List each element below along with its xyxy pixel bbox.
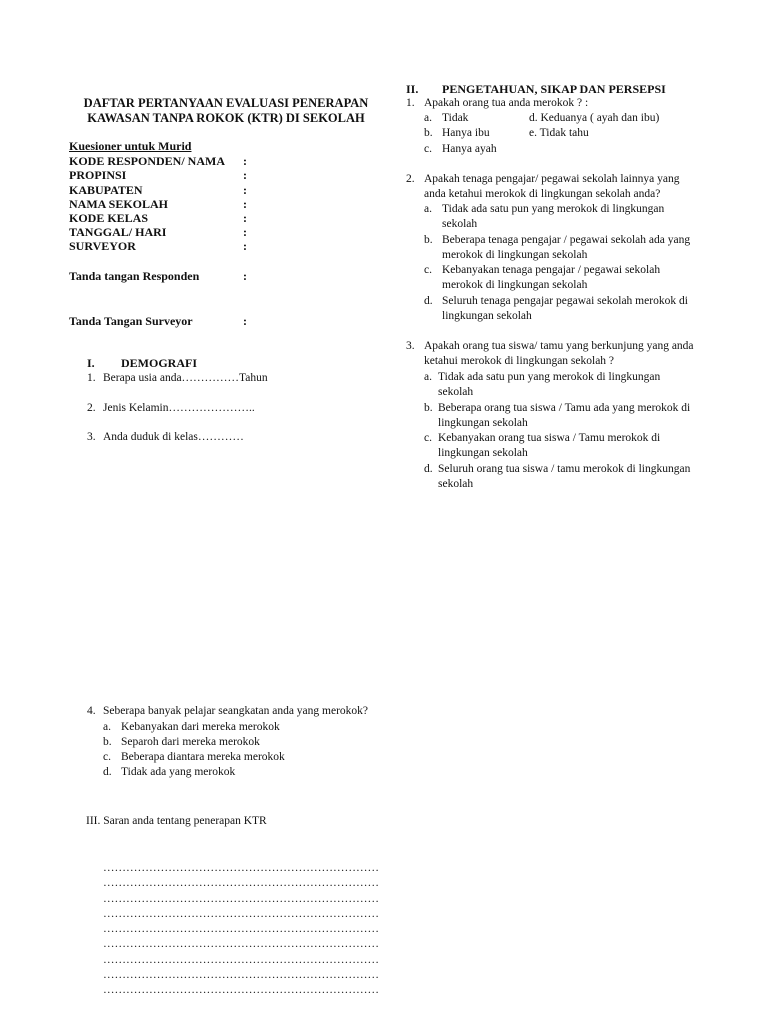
option-text: lingkungan sekolah bbox=[438, 447, 528, 459]
question-text: Berapa usia anda……………Tahun bbox=[103, 372, 268, 384]
dotted-line: ……………………………………………………………… bbox=[103, 893, 379, 905]
option-letter: b. bbox=[103, 736, 112, 748]
option-text: Tidak ada satu pun yang merokok di lingkungan bbox=[438, 371, 661, 383]
field-colon: : bbox=[243, 197, 247, 211]
dotted-line: ……………………………………………………………… bbox=[103, 908, 379, 920]
dotted-line: ……………………………………………………………… bbox=[103, 969, 379, 981]
option-letter: c. bbox=[424, 143, 432, 155]
field-colon: : bbox=[243, 239, 247, 253]
question-text: Apakah orang tua anda merokok ? : bbox=[424, 97, 589, 109]
option-letter: a. bbox=[424, 203, 432, 215]
option-text: Beberapa orang tua siswa / Tamu ada yang merokok di bbox=[438, 402, 691, 414]
option-text: lingkungan sekolah bbox=[442, 310, 532, 322]
question-text: Seberapa banyak pelajar seangkatan anda yang merokok? bbox=[103, 705, 369, 717]
option-text: Tidak bbox=[442, 112, 469, 124]
option-letter: c. bbox=[424, 264, 432, 276]
option-text: Seluruh orang tua siswa / tamu merokok di lingkungan bbox=[438, 463, 691, 475]
question-text: Apakah orang tua siswa/ tamu yang berkunjung yang anda bbox=[424, 340, 694, 352]
option-letter: d. bbox=[424, 463, 433, 475]
dotted-line: ……………………………………………………………… bbox=[103, 862, 379, 874]
field-colon: : bbox=[243, 183, 247, 197]
option-letter: b. bbox=[424, 402, 433, 414]
question-text: anda ketahui merokok di lingkungan sekolah anda? bbox=[424, 188, 661, 200]
option-text: merokok di lingkungan sekolah bbox=[442, 279, 588, 291]
form-subtitle: Kuesioner untuk Murid bbox=[69, 139, 192, 153]
option-text: lingkungan sekolah bbox=[438, 417, 528, 429]
dotted-line: ……………………………………………………………… bbox=[103, 984, 379, 996]
question-number: 2. bbox=[406, 173, 415, 185]
question-text: Apakah tenaga pengajar/ pegawai sekolah lainnya yang bbox=[424, 173, 680, 185]
question-number: 2. bbox=[87, 402, 96, 414]
question-number: 1. bbox=[406, 97, 415, 109]
form-title-line-2: KAWASAN TANPA ROKOK (KTR) DI SEKOLAH bbox=[87, 111, 365, 125]
option-letter: c. bbox=[424, 432, 432, 444]
section-3-title: III. Saran anda tentang penerapan KTR bbox=[86, 815, 267, 827]
option-letter: b. bbox=[424, 127, 433, 139]
section-1-number: I. bbox=[87, 356, 95, 370]
dotted-line: ……………………………………………………………… bbox=[103, 923, 379, 935]
option-text: Kebanyakan orang tua siswa / Tamu merokok di bbox=[438, 432, 661, 444]
field-label: KABUPATEN bbox=[69, 183, 143, 197]
signature-surveyor-label: Tanda Tangan Surveyor bbox=[69, 314, 193, 328]
option-text: Kebanyakan tenaga pengajar / pegawai sekolah bbox=[442, 264, 661, 276]
option-text: Tidak ada yang merokok bbox=[121, 766, 236, 778]
option-text: Seluruh tenaga pengajar pegawai sekolah merokok di bbox=[442, 295, 688, 307]
option-letter: d. bbox=[424, 295, 433, 307]
option-text: Beberapa tenaga pengajar / pegawai sekolah ada yang bbox=[442, 234, 691, 246]
field-colon: : bbox=[243, 154, 247, 168]
option-text: Kebanyakan dari mereka merokok bbox=[121, 721, 280, 733]
field-label: NAMA SEKOLAH bbox=[69, 197, 169, 211]
form-title-line-1: DAFTAR PERTANYAAN EVALUASI PENERAPAN bbox=[83, 96, 369, 110]
signature-respondent-label: Tanda tangan Responden bbox=[69, 269, 200, 283]
field-label: KODE KELAS bbox=[69, 211, 149, 225]
question-text: ketahui merokok di lingkungan sekolah ? bbox=[424, 355, 615, 367]
option-text: Hanya ayah bbox=[442, 143, 497, 155]
field-colon: : bbox=[243, 225, 247, 239]
question-text: Jenis Kelamin………………….. bbox=[103, 402, 255, 414]
option-text: sekolah bbox=[442, 218, 478, 230]
option-letter: c. bbox=[103, 751, 111, 763]
field-label: KODE RESPONDEN/ NAMA bbox=[69, 154, 226, 168]
option-text: Hanya ibu bbox=[442, 127, 490, 139]
field-colon: : bbox=[243, 211, 247, 225]
question-number: 1. bbox=[87, 372, 96, 384]
question-number: 3. bbox=[406, 340, 415, 352]
option-letter: a. bbox=[424, 112, 432, 124]
option-text: sekolah bbox=[438, 478, 474, 490]
option-text: Beberapa diantara mereka merokok bbox=[121, 751, 285, 763]
field-label: SURVEYOR bbox=[69, 239, 136, 253]
dotted-line: ……………………………………………………………… bbox=[103, 877, 379, 889]
option-letter: d. bbox=[103, 766, 112, 778]
option-text: d. Keduanya ( ayah dan ibu) bbox=[529, 112, 660, 124]
signature-respondent-colon: : bbox=[243, 269, 247, 283]
question-text: Anda duduk di kelas………… bbox=[103, 431, 244, 443]
field-colon: : bbox=[243, 168, 247, 182]
option-text: merokok di lingkungan sekolah bbox=[442, 249, 588, 261]
section-2-title: PENGETAHUAN, SIKAP DAN PERSEPSI bbox=[442, 82, 666, 96]
option-letter: a. bbox=[424, 371, 432, 383]
option-letter: a. bbox=[103, 721, 111, 733]
option-text: Separoh dari mereka merokok bbox=[121, 736, 260, 748]
option-letter: b. bbox=[424, 234, 433, 246]
section-1-title: DEMOGRAFI bbox=[121, 356, 197, 370]
field-label: TANGGAL/ HARI bbox=[69, 225, 167, 239]
option-text: e. Tidak tahu bbox=[529, 127, 589, 139]
section-2-number: II. bbox=[406, 82, 419, 96]
field-label: PROPINSI bbox=[69, 168, 127, 182]
option-text: sekolah bbox=[438, 386, 474, 398]
question-number: 4. bbox=[87, 705, 96, 717]
dotted-line: ……………………………………………………………… bbox=[103, 938, 379, 950]
question-number: 3. bbox=[87, 431, 96, 443]
signature-surveyor-colon: : bbox=[243, 314, 247, 328]
option-text: Tidak ada satu pun yang merokok di lingkungan bbox=[442, 203, 665, 215]
dotted-line: ……………………………………………………………… bbox=[103, 954, 379, 966]
